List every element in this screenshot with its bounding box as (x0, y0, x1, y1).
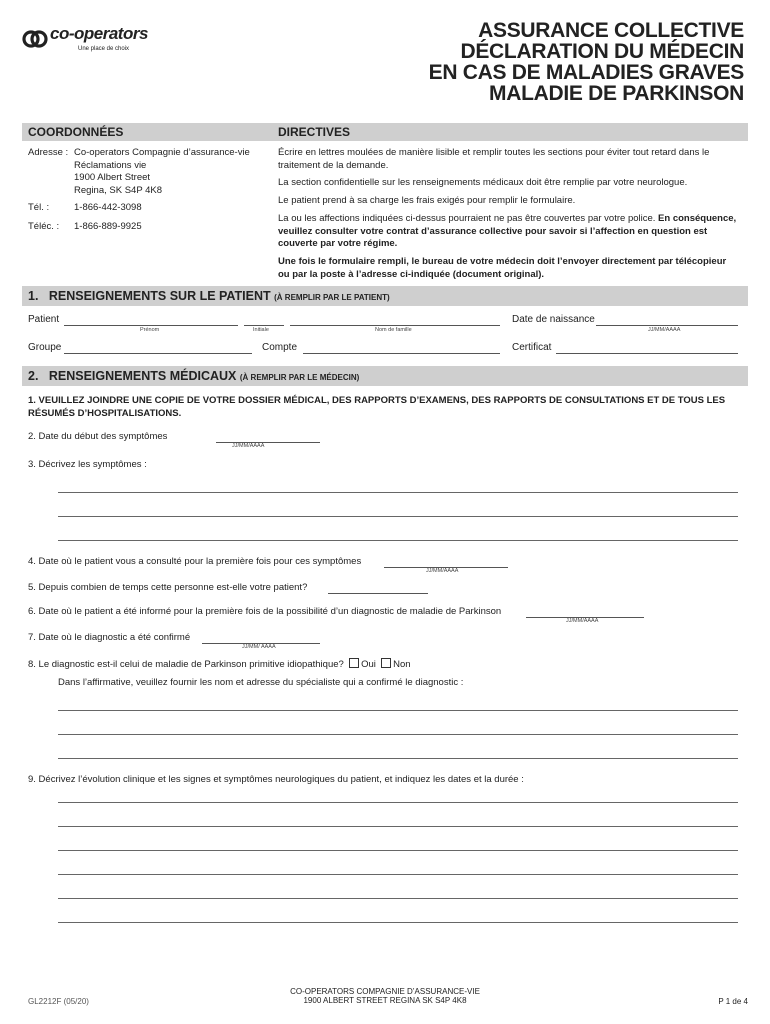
form-title (429, 20, 744, 104)
first-consult-date-field[interactable] (384, 556, 508, 568)
directive-4-bold: En conséquence, veuillez consulter votre contrat d’assurance collective pour savoir si l’affection en question est couverte par votre régime. (278, 213, 737, 249)
compte-field[interactable] (303, 342, 500, 354)
directive-2: La section confidentielle sur les renseignements médicaux doit être remplie par votre neurologue. (278, 177, 688, 188)
form-code: GL2212F (05/20) (28, 997, 89, 1006)
telec-label: Téléc. : (28, 221, 60, 232)
title-line: MALADIE DE PARKINSON (489, 82, 744, 105)
adresse-line: Regina, SK S4P 4K8 (74, 184, 163, 196)
footer-address: 1900 ALBERT STREET REGINA SK S4P 4K8 (303, 996, 467, 1005)
directive-4 (278, 213, 740, 251)
section2-header (22, 366, 748, 386)
adresse-block (74, 147, 250, 197)
coordonnees-heading: COORDONNÉES (28, 125, 124, 139)
directive-1: Écrire en lettres moulées de manière lisible et remplir toutes les sections pour éviter tout retard dans le traitement de la demande. (278, 147, 710, 171)
question-3: 3. Décrivez les symptômes : (28, 459, 147, 470)
section2-title-text: RENSEIGNEMENTS MÉDICAUX (48, 369, 237, 383)
evolution-line-1[interactable] (58, 801, 738, 803)
title-line: EN CAS DE MALADIES GRAVES (428, 61, 744, 84)
evolution-line-3[interactable] (58, 849, 738, 851)
specialist-line-3[interactable] (58, 757, 738, 759)
evolution-line-5[interactable] (58, 897, 738, 899)
specialist-line-1[interactable] (58, 709, 738, 711)
adresse-line: 1900 Albert Street (74, 172, 151, 183)
dob-field[interactable] (596, 314, 738, 326)
question-1: 1. VEUILLEZ JOINDRE UNE COPIE DE VOTRE DOSSIER MÉDICAL, DES RAPPORTS D’EXAMENS, DES RAPPORTS DE CONSULTATIONS ET DE TOUS LES RÉSUMÉS D’HOSPITALISATIONS. (28, 395, 726, 419)
compte-label: Compte (262, 342, 298, 353)
directives-header (274, 123, 748, 141)
informed-date-field[interactable] (526, 606, 644, 618)
tel-value: 1-866-442-3098 (74, 202, 142, 213)
directive-5: Une fois le formulaire rempli, le bureau de votre médecin doit l’envoyer directement par télécopieur ou par la poste à l’adresse ci-indiquée (document original). (278, 256, 727, 280)
certificat-field[interactable] (556, 342, 738, 354)
logo-tagline: Une place de choix (78, 46, 130, 52)
question-9: 9. Décrivez l’évolution clinique et les signes et symptômes neurologiques du patient, et indiquez les dates et la durée : (28, 774, 524, 785)
confirmed-date-field[interactable] (202, 632, 320, 644)
page-number: P 1 de 4 (718, 997, 748, 1006)
patient-lastname-field[interactable] (290, 314, 500, 326)
question-8 (28, 658, 411, 670)
title-line: ASSURANCE COLLECTIVE (478, 19, 744, 42)
hint-dob: JJ/MM/AAAA (648, 327, 681, 333)
section1-number: 1. (28, 289, 39, 303)
non-checkbox[interactable] (381, 658, 391, 668)
oui-checkbox[interactable] (349, 658, 359, 668)
footer-company: CO-OPERATORS COMPAGNIE D’ASSURANCE-VIE (290, 987, 480, 996)
tel-label: Tél. : (28, 202, 50, 213)
hint-initiale: Initiale (253, 327, 269, 333)
patient-initial-field[interactable] (244, 314, 284, 326)
question-5: 5. Depuis combien de temps cette personne est-elle votre patient? (28, 582, 308, 593)
question-4: 4. Date où le patient vous a consulté pour la première fois pour ces symptômes (28, 556, 362, 567)
section2-subtitle: (À REMPLIR PAR LE MÉDECIN) (239, 373, 360, 382)
hint-date-q7: JJ/MM/ AAAA (242, 644, 276, 650)
patient-since-field[interactable] (328, 582, 428, 594)
adresse-line: Réclamations vie (74, 159, 147, 171)
patient-label: Patient (28, 314, 60, 325)
non-label: Non (393, 659, 411, 670)
question-8-sub: Dans l’affirmative, veuillez fournir les nom et adresse du spécialiste qui a confirmé le diagnostic : (58, 677, 464, 688)
certificat-label: Certificat (512, 342, 552, 353)
section1-title-text: RENSEIGNEMENTS SUR LE PATIENT (48, 289, 271, 303)
hint-date-q2: JJ/MM/AAAA (232, 443, 265, 449)
section1-subtitle: (À REMPLIR PAR LE PATIENT) (274, 293, 390, 302)
section1-header (22, 286, 748, 306)
section2-title (28, 369, 359, 383)
question-6: 6. Date où le patient a été informé pour la première fois de la possibilité d’un diagnostic de maladie de Parkinson (28, 606, 502, 617)
title-line: DÉCLARATION DU MÉDECIN (460, 40, 744, 63)
hint-nom: Nom de famille (375, 327, 412, 333)
groupe-field[interactable] (64, 342, 252, 354)
oui-label: Oui (361, 659, 376, 670)
section1-title (28, 289, 390, 303)
evolution-line-2[interactable] (58, 825, 738, 827)
telec-value: 1-866-889-9925 (74, 221, 142, 232)
evolution-line-6[interactable] (58, 921, 738, 923)
coordonnees-header (22, 123, 274, 141)
symptom-start-date-field[interactable] (216, 431, 320, 443)
patient-firstname-field[interactable] (64, 314, 238, 326)
evolution-line-4[interactable] (58, 873, 738, 875)
hint-date-q4: JJ/MM/AAAA (426, 568, 459, 574)
logo-brand: co-operators (50, 24, 148, 43)
footer-company-block (0, 987, 770, 1005)
hint-prenom: Prénom (140, 327, 160, 333)
directive-3: Le patient prend à sa charge les frais exigés pour remplir le formulaire. (278, 195, 576, 206)
symptoms-line-3[interactable] (58, 539, 738, 541)
hint-date-q6: JJ/MM/AAAA (566, 618, 599, 624)
dob-label: Date de naissance (512, 314, 595, 325)
directive-4-text: La ou les affections indiquées ci-dessus pourraient ne pas être couvertes par votre police. (278, 213, 659, 224)
symptoms-line-2[interactable] (58, 515, 738, 517)
adresse-label: Adresse : (28, 147, 69, 158)
section2-number: 2. (28, 369, 39, 383)
co-operators-symbol-icon (22, 26, 48, 52)
question-7: 7. Date où le diagnostic a été confirmé (28, 632, 191, 643)
question-8-text: 8. Le diagnostic est-il celui de maladie de Parkinson primitive idiopathique? (28, 659, 344, 670)
symptoms-line-1[interactable] (58, 491, 738, 493)
company-logo (22, 22, 172, 67)
question-2: 2. Date du début des symptômes (28, 431, 168, 442)
specialist-line-2[interactable] (58, 733, 738, 735)
directives-heading: DIRECTIVES (278, 125, 351, 139)
groupe-label: Groupe (28, 342, 62, 353)
adresse-line: Co-operators Compagnie d’assurance-vie (74, 147, 250, 158)
